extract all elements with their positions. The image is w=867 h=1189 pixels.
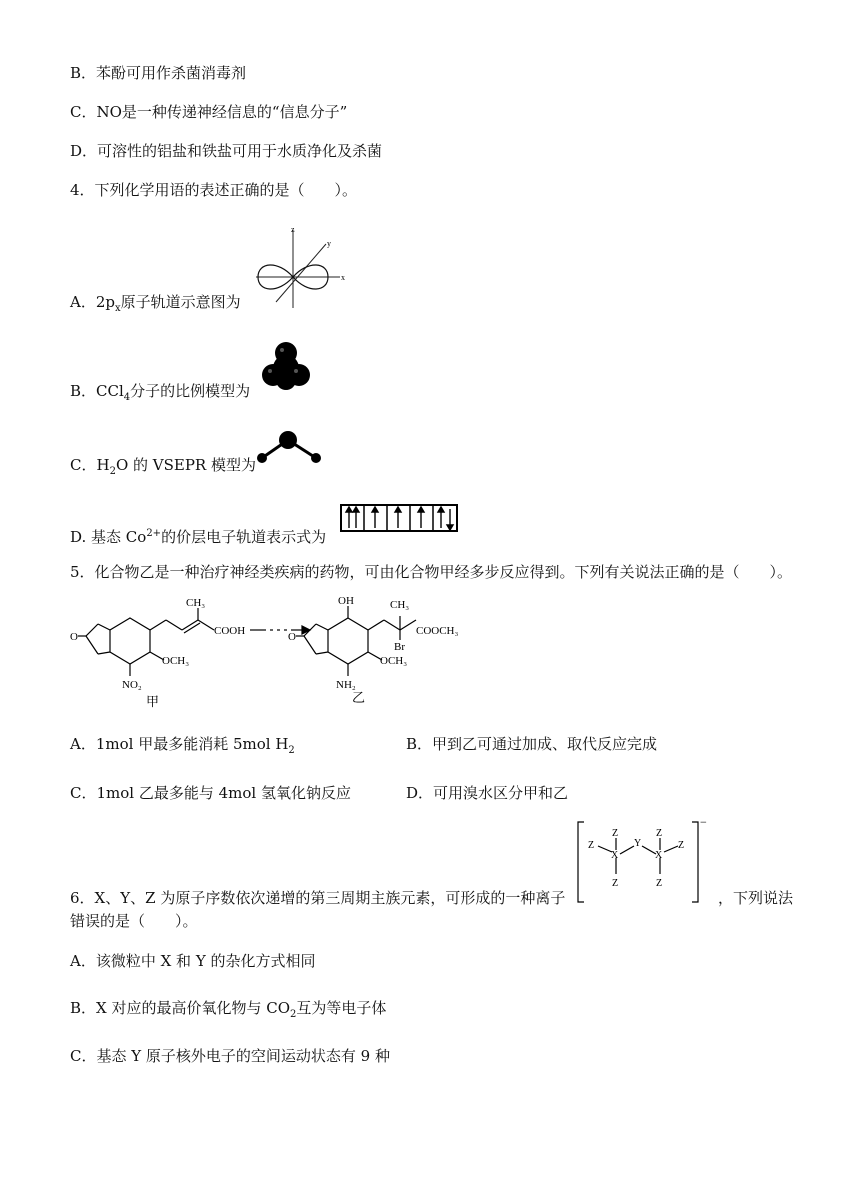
q5-option-a-text: A．1mol 甲最多能消耗 5mol H	[70, 735, 289, 753]
q4-option-c	[70, 455, 256, 482]
q4-option-a-label: A．2p	[70, 293, 115, 311]
q4-option-b-sub: 4	[123, 392, 131, 403]
q4-option-c-label: C．H	[70, 456, 110, 474]
yi-och3-label: OCH₃	[380, 655, 408, 667]
ion-z6: Z	[678, 840, 685, 851]
yi-oh-label: OH	[338, 595, 354, 607]
q4-option-c-text: O 的 VSEPR 模型为	[115, 456, 256, 474]
q6-stem-line1: 6．X、Y、Z 为原子序数依次递增的第三周期主族元素，可形成的一种离子	[70, 889, 566, 907]
q6-stem-tail: ，下列说法	[718, 889, 794, 907]
q3-option-c-text: C．NO是一种传递神经信息的	[70, 103, 272, 121]
q6-option-b	[70, 998, 386, 1025]
q5-option-a	[70, 734, 295, 761]
yi-ch3-label: CH₃	[390, 599, 410, 611]
jia-name-label: 甲	[146, 694, 160, 709]
q3-option-b: B．苯酚可用作杀菌消毒剂	[70, 64, 247, 82]
q4-option-b-label: B．CCl	[70, 382, 124, 400]
jia-ch3-label: CH₃	[186, 597, 206, 609]
q5-option-a-sub: 2	[288, 745, 295, 756]
yi-cooch3-label: COOCH₃	[416, 625, 459, 637]
h2o-vsepr-model	[252, 428, 326, 468]
jia-och3-label: OCH₃	[162, 655, 190, 667]
q3-option-c-quote: “信息分子”	[271, 103, 348, 121]
q6-option-b-sub: 2	[290, 1009, 297, 1020]
q6-option-b-text: B．X 对应的最高价氧化物与 CO	[70, 999, 291, 1017]
q4-option-a-sub: x	[114, 303, 121, 314]
ion-y: Y	[634, 838, 642, 849]
orbital-y-label: y	[327, 239, 331, 248]
ion-z4: Z	[656, 828, 663, 839]
yi-nh2-label: NH₂	[336, 679, 356, 691]
q4-option-d-label: D. 基态 Co	[70, 528, 147, 546]
q4-option-a	[70, 292, 241, 319]
orbital-y-axis	[276, 244, 326, 302]
q6-stem-line2: 错误的是（ ）。	[70, 912, 198, 930]
jia-o-label: O	[70, 631, 78, 643]
q4-option-d-sup: 2+	[146, 528, 162, 539]
ion-bracket-right	[692, 822, 698, 902]
orbital-z-label: z	[291, 225, 295, 234]
ion-z1: Z	[588, 840, 595, 851]
co-orbital-diagram	[339, 501, 459, 535]
q4-option-a-text: 原子轨道示意图为	[120, 293, 241, 311]
reaction-arrow	[250, 626, 310, 634]
yi-o-label: O	[288, 631, 296, 643]
ion-z3: Z	[612, 878, 619, 889]
orbital-x-label: x	[341, 273, 345, 282]
ion-z2: Z	[612, 828, 619, 839]
q5-reaction-scheme	[70, 590, 470, 710]
q6-option-c: C．基态 Y 原子核外电子的空间运动状态有 9 种	[70, 1047, 390, 1065]
q4-option-b	[70, 381, 250, 408]
q5-option-d: D．可用溴水区分甲和乙	[406, 784, 569, 802]
ion-bracket-left	[578, 822, 584, 902]
q5-option-c: C．1mol 乙最多能与 4mol 氢氧化钠反应	[70, 784, 351, 802]
ion-x1: X	[611, 850, 619, 861]
ion-x2: X	[655, 850, 663, 861]
jia-cooh-label: COOH	[214, 625, 246, 637]
q4-option-d-text: 的价层电子轨道表示式为	[161, 528, 327, 546]
ccl4-model-image	[258, 340, 314, 392]
ion-z5: Z	[656, 878, 663, 889]
ion-charge: −	[700, 818, 707, 829]
jia-no2-label: NO₂	[122, 679, 142, 691]
p-orbital-diagram	[248, 222, 358, 310]
ion-structure-diagram	[576, 818, 716, 908]
q4-option-d	[70, 524, 326, 547]
yi-br-label: Br	[394, 641, 405, 653]
q5-stem: 5．化合物乙是一种治疗神经类疾病的药物，可由化合物甲经多步反应得到。下列有关说法正确的是（ ）。	[70, 563, 793, 581]
q4-option-b-text: 分子的比例模型为	[130, 382, 251, 400]
q6-option-b-text2: 互为等电子体	[296, 999, 387, 1017]
q6-option-a: A．该微粒中 X 和 Y 的杂化方式相同	[70, 952, 316, 970]
yi-name-label: 乙	[352, 690, 366, 705]
q3-option-c	[70, 102, 347, 122]
q5-option-b: B．甲到乙可通过加成、取代反应完成	[406, 735, 658, 753]
q4-option-c-sub: 2	[109, 466, 116, 477]
compound-jia-structure	[78, 608, 214, 676]
q4-stem: 4．下列化学用语的表述正确的是（ ）。	[70, 181, 358, 199]
q3-option-d: D．可溶性的铝盐和铁盐可用于水质净化及杀菌	[70, 142, 383, 160]
